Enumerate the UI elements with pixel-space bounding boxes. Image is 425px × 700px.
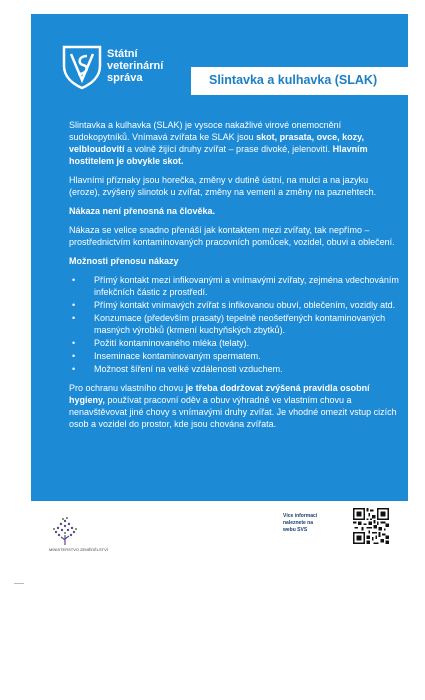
svs-shield-icon xyxy=(61,44,103,90)
routes-list xyxy=(69,274,399,375)
title-bar xyxy=(191,67,408,95)
protection-paragraph: Pro ochranu vlastního chovu je třeba dodržovat zvýšená pravidla osobní hygieny, používat pracovní oděv a obuv výhradně ve vlastním chovu a nenavštěvovat jiné chovy s vnímavými druhy zvířat. Je vhodné omezit vstup cizích osob a vozidel do prostor, kde jsou chována zvířata. xyxy=(69,383,397,429)
list-item: • Konzumace (především prasaty) tepelně neošetřených kontaminovaných masných výrobků (krmení kuchyňských zbytků). xyxy=(69,312,399,336)
list-item: • Možnost šíření na velké vzdálenosti vzduchem. xyxy=(69,363,399,375)
svs-logo-text: Státní veterinární správa xyxy=(107,48,164,84)
list-item: • Inseminace kontaminovaným spermatem. xyxy=(69,350,399,362)
qr-code-icon[interactable] xyxy=(353,508,389,544)
routes-heading: Možnosti přenosu nákazy xyxy=(69,256,179,266)
svs-logo xyxy=(61,44,201,94)
body-text xyxy=(69,119,399,437)
transmission-paragraph: Nákaza se velice snadno přenáší jak kontaktem mezi zvířaty, tak nepřímo – prostřednictvím kontaminovaných pracovních pomůcek, vozidel, obuvi a oblečení. xyxy=(69,225,395,247)
list-item: • Přímý kontakt vnímavých zvířat s infikovanou obuví, oblečením, vozidly atd. xyxy=(69,299,399,311)
list-item: • Požití kontaminovaného mléka (telaty). xyxy=(69,337,399,349)
more-info-text: Více informací naleznete na webu SVS xyxy=(283,513,318,533)
poster xyxy=(31,14,408,565)
intro-paragraph: Slintavka a kulhavka (SLAK) je vysoce nakažlivé virové onemocnění sudokopytníků. Vnímavá zvířata ke SLAK jsou skot, prasata, ovce, kozy, velbloudovití a volně žijící druhy zvířat – prase divoké, jelenovití. Hlavním hostitelem je obvykle skot. xyxy=(69,120,368,166)
ministry-name: MINISTERSTVO ZEMĚDĚLSTVÍ xyxy=(49,547,108,552)
list-item: • Přímý kontakt mezi infikovanými a vnímavými zvířaty, zejména vdechováním infekčních částic z prostředí. xyxy=(69,274,399,298)
divider xyxy=(14,583,24,584)
not-human-note: Nákaza není přenosná na člověka. xyxy=(69,206,216,216)
symptoms-paragraph: Hlavními příznaky jsou horečka, změny v dutině ústní, na mulci a na jazyku (eroze), zvýšený slinotok u zvířat, změny na vemeni a změny na paznehtech. xyxy=(69,175,377,197)
page-title: Slintavka a kulhavka (SLAK) xyxy=(209,73,378,87)
footer xyxy=(31,501,408,565)
